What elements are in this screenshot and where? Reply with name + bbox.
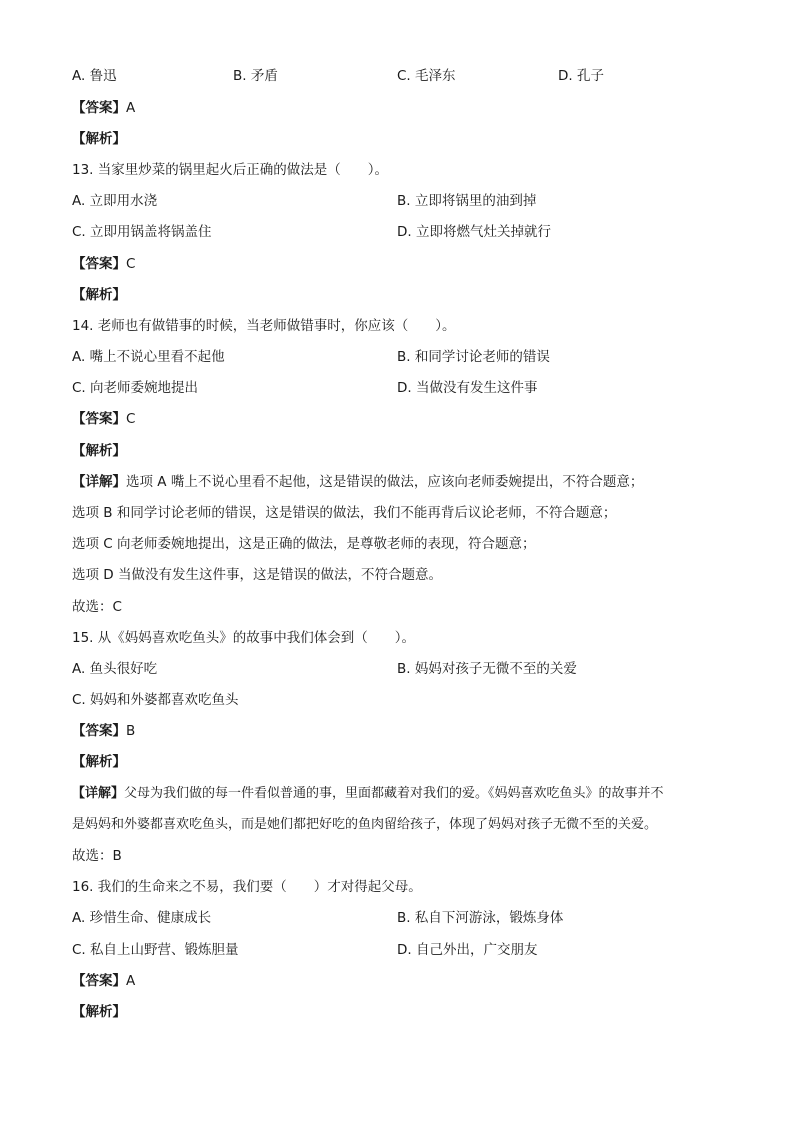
q12-option-a: A. 鲁迅: [72, 68, 117, 84]
q16-option-a: A. 珍惜生命、健康成长: [72, 910, 212, 926]
q14-detail-line-2: 选项 B 和同学讨论老师的错误，这是错误的做法，我们不能再背后议论老师，不符合题意；: [72, 505, 617, 521]
q15-question: 15. 从《妈妈喜欢吃鱼头》的故事中我们体会到（ ）。: [72, 630, 416, 646]
q12-answer: [72, 98, 135, 118]
q12-option-c: C. 毛泽东: [397, 68, 456, 84]
q14-answer: [72, 409, 135, 429]
q13-answer: [72, 254, 135, 274]
q13-option-c: C. 立即用锅盖将锅盖住: [72, 224, 212, 240]
q13-question: 13. 当家里炒菜的锅里起火后正确的做法是（ ）。: [72, 162, 389, 178]
q14-option-c: C. 向老师委婉地提出: [72, 380, 199, 396]
q16-option-b: B. 私自下河游泳，锻炼身体: [397, 910, 564, 926]
detail-text: 选项 A 嘴上不说心里看不起他，这是错误的做法，应该向老师委婉提出，不符合题意；: [126, 474, 644, 490]
q16-option-d: D. 自己外出，广交朋友: [397, 942, 538, 958]
answer-value: B: [126, 723, 136, 739]
answer-value: A: [126, 100, 136, 116]
q14-option-a: A. 嘴上不说心里看不起他: [72, 349, 225, 365]
q15-detail-line-1: [72, 784, 664, 804]
q16-analysis-label: 【解析】: [72, 1004, 126, 1020]
q15-analysis-label: 【解析】: [72, 754, 126, 770]
answer-value: A: [126, 973, 136, 989]
q15-option-c: C. 妈妈和外婆都喜欢吃鱼头: [72, 692, 239, 708]
q14-question: 14. 老师也有做错事的时候，当老师做错事时，你应该（ ）。: [72, 318, 456, 334]
q15-option-a: A. 鱼头很好吃: [72, 661, 158, 677]
answer-label: 【答案】: [72, 411, 126, 427]
q15-choice: 故选：B: [72, 848, 122, 864]
answer-value: C: [126, 411, 136, 427]
answer-label: 【答案】: [72, 723, 126, 739]
q14-detail-line-4: 选项 D 当做没有发生这件事，这是错误的做法，不符合题意。: [72, 567, 442, 583]
q15-answer: [72, 721, 135, 741]
q13-option-b: B. 立即将锅里的油到掉: [397, 193, 537, 209]
q14-detail-line-1: [72, 472, 643, 492]
answer-label: 【答案】: [72, 973, 126, 989]
q16-question: 16. 我们的生命来之不易，我们要（ ）才对得起父母。: [72, 879, 422, 895]
q13-option-a: A. 立即用水浇: [72, 193, 158, 209]
detail-text: 父母为我们做的每一件看似普通的事，里面都藏着对我们的爱。《妈妈喜欢吃鱼头》的故事并不: [124, 786, 664, 801]
q14-choice: 故选：C: [72, 599, 122, 615]
detail-label: 【详解】: [72, 786, 125, 801]
q14-option-b: B. 和同学讨论老师的错误: [397, 349, 550, 365]
q16-answer: [72, 971, 135, 991]
answer-value: C: [126, 256, 136, 272]
q12-option-d: D. 孔子: [558, 68, 604, 84]
q16-option-c: C. 私自上山野营、锻炼胆量: [72, 942, 239, 958]
q12-analysis-label: 【解析】: [72, 131, 126, 147]
q14-option-d: D. 当做没有发生这件事: [397, 380, 538, 396]
q13-option-d: D. 立即将燃气灶关掉就行: [397, 224, 551, 240]
q14-detail-line-3: 选项 C 向老师委婉地提出，这是正确的做法，是尊敬老师的表现，符合题意；: [72, 536, 536, 552]
detail-label: 【详解】: [72, 474, 126, 490]
q13-analysis-label: 【解析】: [72, 287, 126, 303]
q12-option-b: B. 矛盾: [233, 68, 278, 84]
q14-analysis-label: 【解析】: [72, 443, 126, 459]
answer-label: 【答案】: [72, 256, 126, 272]
q15-detail-line-2: 是妈妈和外婆都喜欢吃鱼头，而是她们都把好吃的鱼肉留给孩子，体现了妈妈对孩子无微不至的关爱。: [72, 817, 658, 832]
q15-option-b: B. 妈妈对孩子无微不至的关爱: [397, 661, 577, 677]
answer-label: 【答案】: [72, 100, 126, 116]
